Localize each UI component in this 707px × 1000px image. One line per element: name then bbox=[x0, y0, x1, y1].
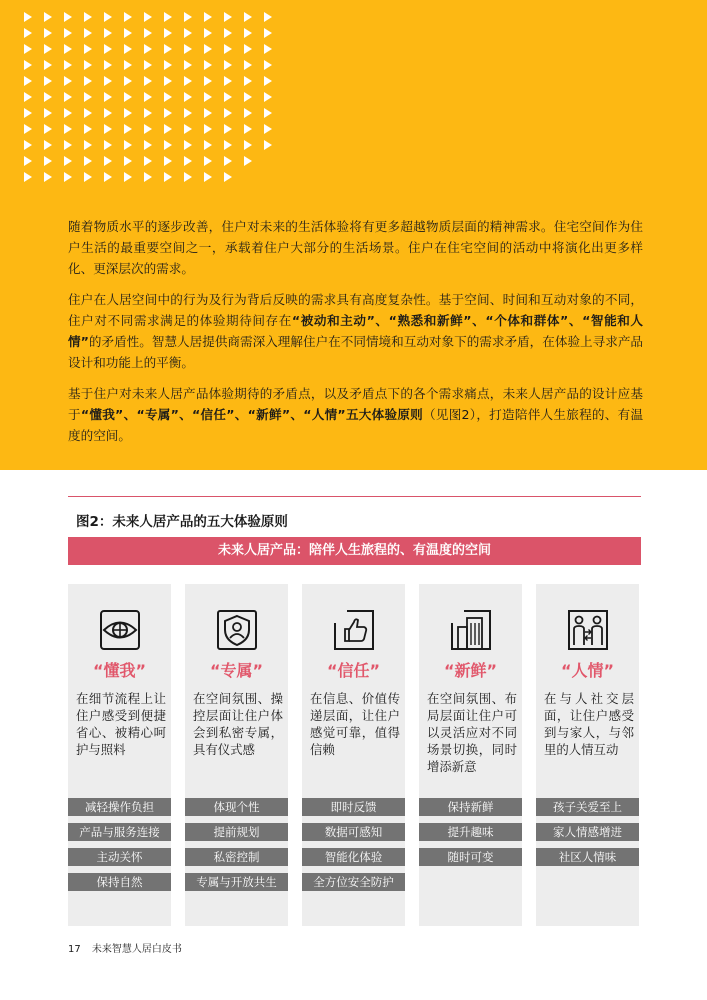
triangle-mark bbox=[184, 12, 192, 22]
triangle-mark bbox=[244, 60, 252, 70]
triangle-mark bbox=[144, 156, 152, 166]
triangle-mark bbox=[184, 124, 192, 134]
triangle-mark bbox=[224, 44, 232, 54]
triangle-mark bbox=[244, 124, 252, 134]
building-icon bbox=[450, 609, 492, 651]
triangle-mark bbox=[44, 76, 52, 86]
triangle-mark bbox=[84, 156, 92, 166]
triangle-mark bbox=[104, 28, 112, 38]
triangle-mark bbox=[24, 140, 32, 150]
triangle-mark bbox=[164, 140, 172, 150]
principle-tag: 保持自然 bbox=[68, 873, 171, 891]
triangle-mark bbox=[184, 28, 192, 38]
triangle-mark bbox=[264, 124, 272, 134]
triangle-mark bbox=[84, 44, 92, 54]
eye-icon bbox=[99, 609, 141, 651]
principle-tag: 保持新鲜 bbox=[419, 798, 522, 816]
triangle-mark bbox=[124, 12, 132, 22]
principle-tag: 数据可感知 bbox=[302, 823, 405, 841]
triangle-mark bbox=[224, 108, 232, 118]
triangle-mark bbox=[164, 156, 172, 166]
people-exchange-icon bbox=[567, 609, 609, 651]
triangle-mark bbox=[144, 60, 152, 70]
triangle-mark bbox=[84, 124, 92, 134]
triangle-mark bbox=[164, 12, 172, 22]
triangle-mark bbox=[164, 76, 172, 86]
figure-title: 图2：未来人居产品的五大体验原则 bbox=[76, 514, 288, 530]
triangle-mark bbox=[104, 124, 112, 134]
triangle-mark bbox=[224, 28, 232, 38]
triangle-mark bbox=[164, 172, 172, 182]
triangle-mark bbox=[204, 172, 212, 182]
triangle-mark bbox=[44, 92, 52, 102]
triangle-mark bbox=[164, 124, 172, 134]
triangle-mark bbox=[244, 28, 252, 38]
triangle-mark bbox=[84, 140, 92, 150]
triangle-mark bbox=[144, 124, 152, 134]
triangle-mark bbox=[144, 76, 152, 86]
triangle-mark bbox=[244, 140, 252, 150]
principle-name: “信任” bbox=[326, 661, 381, 680]
triangle-mark bbox=[204, 28, 212, 38]
triangle-mark bbox=[204, 124, 212, 134]
triangle-mark bbox=[24, 44, 32, 54]
triangle-mark bbox=[64, 60, 72, 70]
intro-text bbox=[68, 216, 643, 456]
triangle-mark bbox=[124, 156, 132, 166]
triangle-mark bbox=[64, 172, 72, 182]
person-shield-icon bbox=[216, 609, 258, 651]
triangle-mark bbox=[104, 60, 112, 70]
triangle-mark bbox=[44, 108, 52, 118]
principle-description: 在细节流程上让住户感受到便捷省心、被精心呵护与照料 bbox=[76, 691, 166, 757]
principle-tags bbox=[302, 798, 405, 898]
triangle-mark bbox=[44, 44, 52, 54]
principle-column-renqing bbox=[536, 584, 639, 926]
principle-tags bbox=[68, 798, 171, 898]
triangle-mark bbox=[104, 44, 112, 54]
triangle-mark bbox=[44, 156, 52, 166]
principle-description: 在信息、价值传递层面，让住户感觉可靠，值得信赖 bbox=[310, 691, 400, 757]
intro-paragraph-2: 住户在人居空间中的行为及行为背后反映的需求具有高度复杂性。基于空间、时间和互动对象的不同，住户对不同需求满足的体验期待间存在“被动和主动”、“熟悉和新鲜”、“个体和群体”、“智能和人情”的矛盾性。智慧人居提供商需深入理解住户在不同情境和互动对象下的需求矛盾，在体验上寻求产品设计和功能上的平衡。 bbox=[68, 292, 644, 370]
triangle-mark bbox=[204, 60, 212, 70]
triangle-mark bbox=[124, 140, 132, 150]
triangle-mark bbox=[44, 28, 52, 38]
principle-tags bbox=[536, 798, 639, 873]
triangle-mark bbox=[244, 44, 252, 54]
triangle-mark bbox=[164, 28, 172, 38]
triangle-mark bbox=[64, 44, 72, 54]
triangle-mark bbox=[104, 156, 112, 166]
triangle-mark bbox=[144, 44, 152, 54]
principle-column-dongwo bbox=[68, 584, 171, 926]
triangle-mark bbox=[164, 44, 172, 54]
triangle-mark bbox=[64, 108, 72, 118]
triangle-mark bbox=[84, 172, 92, 182]
triangle-mark bbox=[124, 124, 132, 134]
principle-description: 在空间氛围、操控层面让住户体会到私密专属，具有仪式感 bbox=[193, 691, 283, 757]
page-footer bbox=[68, 940, 182, 955]
triangle-mark bbox=[244, 156, 252, 166]
triangle-mark bbox=[64, 28, 72, 38]
principle-name: “专属” bbox=[209, 661, 264, 680]
triangle-mark bbox=[24, 172, 32, 182]
triangle-mark bbox=[24, 156, 32, 166]
triangle-mark bbox=[184, 92, 192, 102]
triangle-mark bbox=[104, 92, 112, 102]
triangle-mark bbox=[124, 172, 132, 182]
figure-divider bbox=[68, 496, 641, 497]
principle-tag: 私密控制 bbox=[185, 848, 288, 866]
triangle-mark bbox=[184, 60, 192, 70]
intro-paragraph-3: 基于住户对未来人居产品体验期待的矛盾点，以及矛盾点下的各个需求痛点，未来人居产品的设计应基于“懂我”、“专属”、“信任”、“新鲜”、“人情”五大体验原则（见图2），打造陪伴人生旅程的、有温度的空间。 bbox=[68, 386, 644, 443]
triangle-mark bbox=[104, 12, 112, 22]
triangle-mark bbox=[244, 12, 252, 22]
principle-tag: 社区人情味 bbox=[536, 848, 639, 866]
triangle-mark bbox=[24, 12, 32, 22]
principle-column-xinren bbox=[302, 584, 405, 926]
triangle-mark bbox=[184, 172, 192, 182]
triangle-mark bbox=[124, 108, 132, 118]
principle-name: “人情” bbox=[560, 661, 615, 680]
triangle-mark bbox=[224, 172, 232, 182]
triangle-mark bbox=[264, 44, 272, 54]
triangle-mark bbox=[104, 140, 112, 150]
triangle-mark bbox=[124, 28, 132, 38]
triangle-mark bbox=[64, 76, 72, 86]
triangle-mark bbox=[44, 124, 52, 134]
triangle-mark bbox=[84, 12, 92, 22]
triangle-mark bbox=[24, 92, 32, 102]
triangle-mark bbox=[204, 156, 212, 166]
triangle-mark bbox=[144, 12, 152, 22]
triangle-mark bbox=[184, 108, 192, 118]
triangle-mark bbox=[204, 140, 212, 150]
principle-tag: 提前规划 bbox=[185, 823, 288, 841]
triangle-mark bbox=[244, 108, 252, 118]
principle-description: 在空间氛围、布局层面让住户可以灵活应对不同场景切换，同时增添新意 bbox=[427, 691, 517, 774]
triangle-mark bbox=[204, 12, 212, 22]
triangle-mark bbox=[84, 108, 92, 118]
triangle-mark bbox=[264, 108, 272, 118]
triangle-pattern bbox=[0, 0, 280, 190]
principle-column-zhuanshu bbox=[185, 584, 288, 926]
triangle-mark bbox=[224, 124, 232, 134]
triangle-mark bbox=[44, 12, 52, 22]
principle-name: “懂我” bbox=[92, 661, 147, 680]
triangle-mark bbox=[44, 60, 52, 70]
triangle-mark bbox=[124, 76, 132, 86]
triangle-mark bbox=[244, 76, 252, 86]
triangle-mark bbox=[84, 60, 92, 70]
triangle-mark bbox=[144, 140, 152, 150]
triangle-mark bbox=[184, 44, 192, 54]
triangle-mark bbox=[184, 140, 192, 150]
principle-tag: 提升趣味 bbox=[419, 823, 522, 841]
triangle-mark bbox=[144, 92, 152, 102]
principle-tag: 孩子关爱至上 bbox=[536, 798, 639, 816]
principle-tag: 全方位安全防护 bbox=[302, 873, 405, 891]
principle-tag: 智能化体验 bbox=[302, 848, 405, 866]
triangle-mark bbox=[144, 28, 152, 38]
triangle-mark bbox=[164, 92, 172, 102]
principle-tag: 主动关怀 bbox=[68, 848, 171, 866]
document-title: 未来智慧人居白皮书 bbox=[91, 944, 182, 955]
triangle-mark bbox=[84, 92, 92, 102]
triangle-mark bbox=[184, 156, 192, 166]
triangle-mark bbox=[264, 76, 272, 86]
principle-tag: 随时可变 bbox=[419, 848, 522, 866]
principle-tags bbox=[185, 798, 288, 898]
principle-tag: 专属与开放共生 bbox=[185, 873, 288, 891]
principle-tag: 减轻操作负担 bbox=[68, 798, 171, 816]
figure-banner: 未来人居产品：陪伴人生旅程的、有温度的空间 bbox=[68, 537, 641, 565]
triangle-mark bbox=[204, 92, 212, 102]
triangle-mark bbox=[24, 60, 32, 70]
principle-description: 在与人社交层面，让住户感受到与家人，与邻里的人情互动 bbox=[544, 691, 634, 757]
triangle-mark bbox=[44, 140, 52, 150]
triangle-mark bbox=[124, 44, 132, 54]
triangle-mark bbox=[244, 92, 252, 102]
triangle-mark bbox=[204, 76, 212, 86]
triangle-mark bbox=[264, 60, 272, 70]
thumbs-up-icon bbox=[333, 609, 375, 651]
triangle-mark bbox=[164, 60, 172, 70]
triangle-mark bbox=[84, 28, 92, 38]
principle-name: “新鲜” bbox=[443, 661, 498, 680]
triangle-mark bbox=[104, 172, 112, 182]
triangle-mark bbox=[224, 140, 232, 150]
triangle-mark bbox=[204, 44, 212, 54]
triangle-mark bbox=[224, 92, 232, 102]
triangle-mark bbox=[24, 76, 32, 86]
triangle-mark bbox=[84, 76, 92, 86]
triangle-mark bbox=[164, 108, 172, 118]
triangle-mark bbox=[64, 124, 72, 134]
triangle-mark bbox=[24, 28, 32, 38]
triangle-mark bbox=[144, 172, 152, 182]
triangle-mark bbox=[184, 76, 192, 86]
triangle-mark bbox=[204, 108, 212, 118]
triangle-mark bbox=[144, 108, 152, 118]
triangle-mark bbox=[124, 60, 132, 70]
triangle-mark bbox=[44, 172, 52, 182]
triangle-mark bbox=[264, 92, 272, 102]
principle-tag: 产品与服务连接 bbox=[68, 823, 171, 841]
principle-tag: 体现个性 bbox=[185, 798, 288, 816]
principle-column-xinxian bbox=[419, 584, 522, 926]
intro-paragraph-1: 随着物质水平的逐步改善，住户对未来的生活体验将有更多超越物质层面的精神需求。住宅空间作为住户生活的最重要空间之一，承载着住户大部分的生活场景。住户在住宅空间的活动中将演化出更多样化、更深层次的需求。 bbox=[68, 219, 643, 276]
triangle-mark bbox=[224, 12, 232, 22]
triangle-mark bbox=[124, 92, 132, 102]
page-number: 17 bbox=[68, 944, 81, 955]
principle-tag: 即时反馈 bbox=[302, 798, 405, 816]
triangle-mark bbox=[224, 60, 232, 70]
triangle-mark bbox=[224, 76, 232, 86]
triangle-mark bbox=[104, 108, 112, 118]
triangle-mark bbox=[264, 12, 272, 22]
triangle-mark bbox=[224, 156, 232, 166]
triangle-mark bbox=[264, 28, 272, 38]
principle-tags bbox=[419, 798, 522, 873]
triangle-mark bbox=[64, 156, 72, 166]
triangle-mark bbox=[264, 140, 272, 150]
triangle-mark bbox=[104, 76, 112, 86]
triangle-mark bbox=[24, 108, 32, 118]
triangle-mark bbox=[64, 140, 72, 150]
triangle-mark bbox=[24, 124, 32, 134]
triangle-mark bbox=[64, 92, 72, 102]
triangle-mark bbox=[64, 12, 72, 22]
principle-tag: 家人情感增进 bbox=[536, 823, 639, 841]
